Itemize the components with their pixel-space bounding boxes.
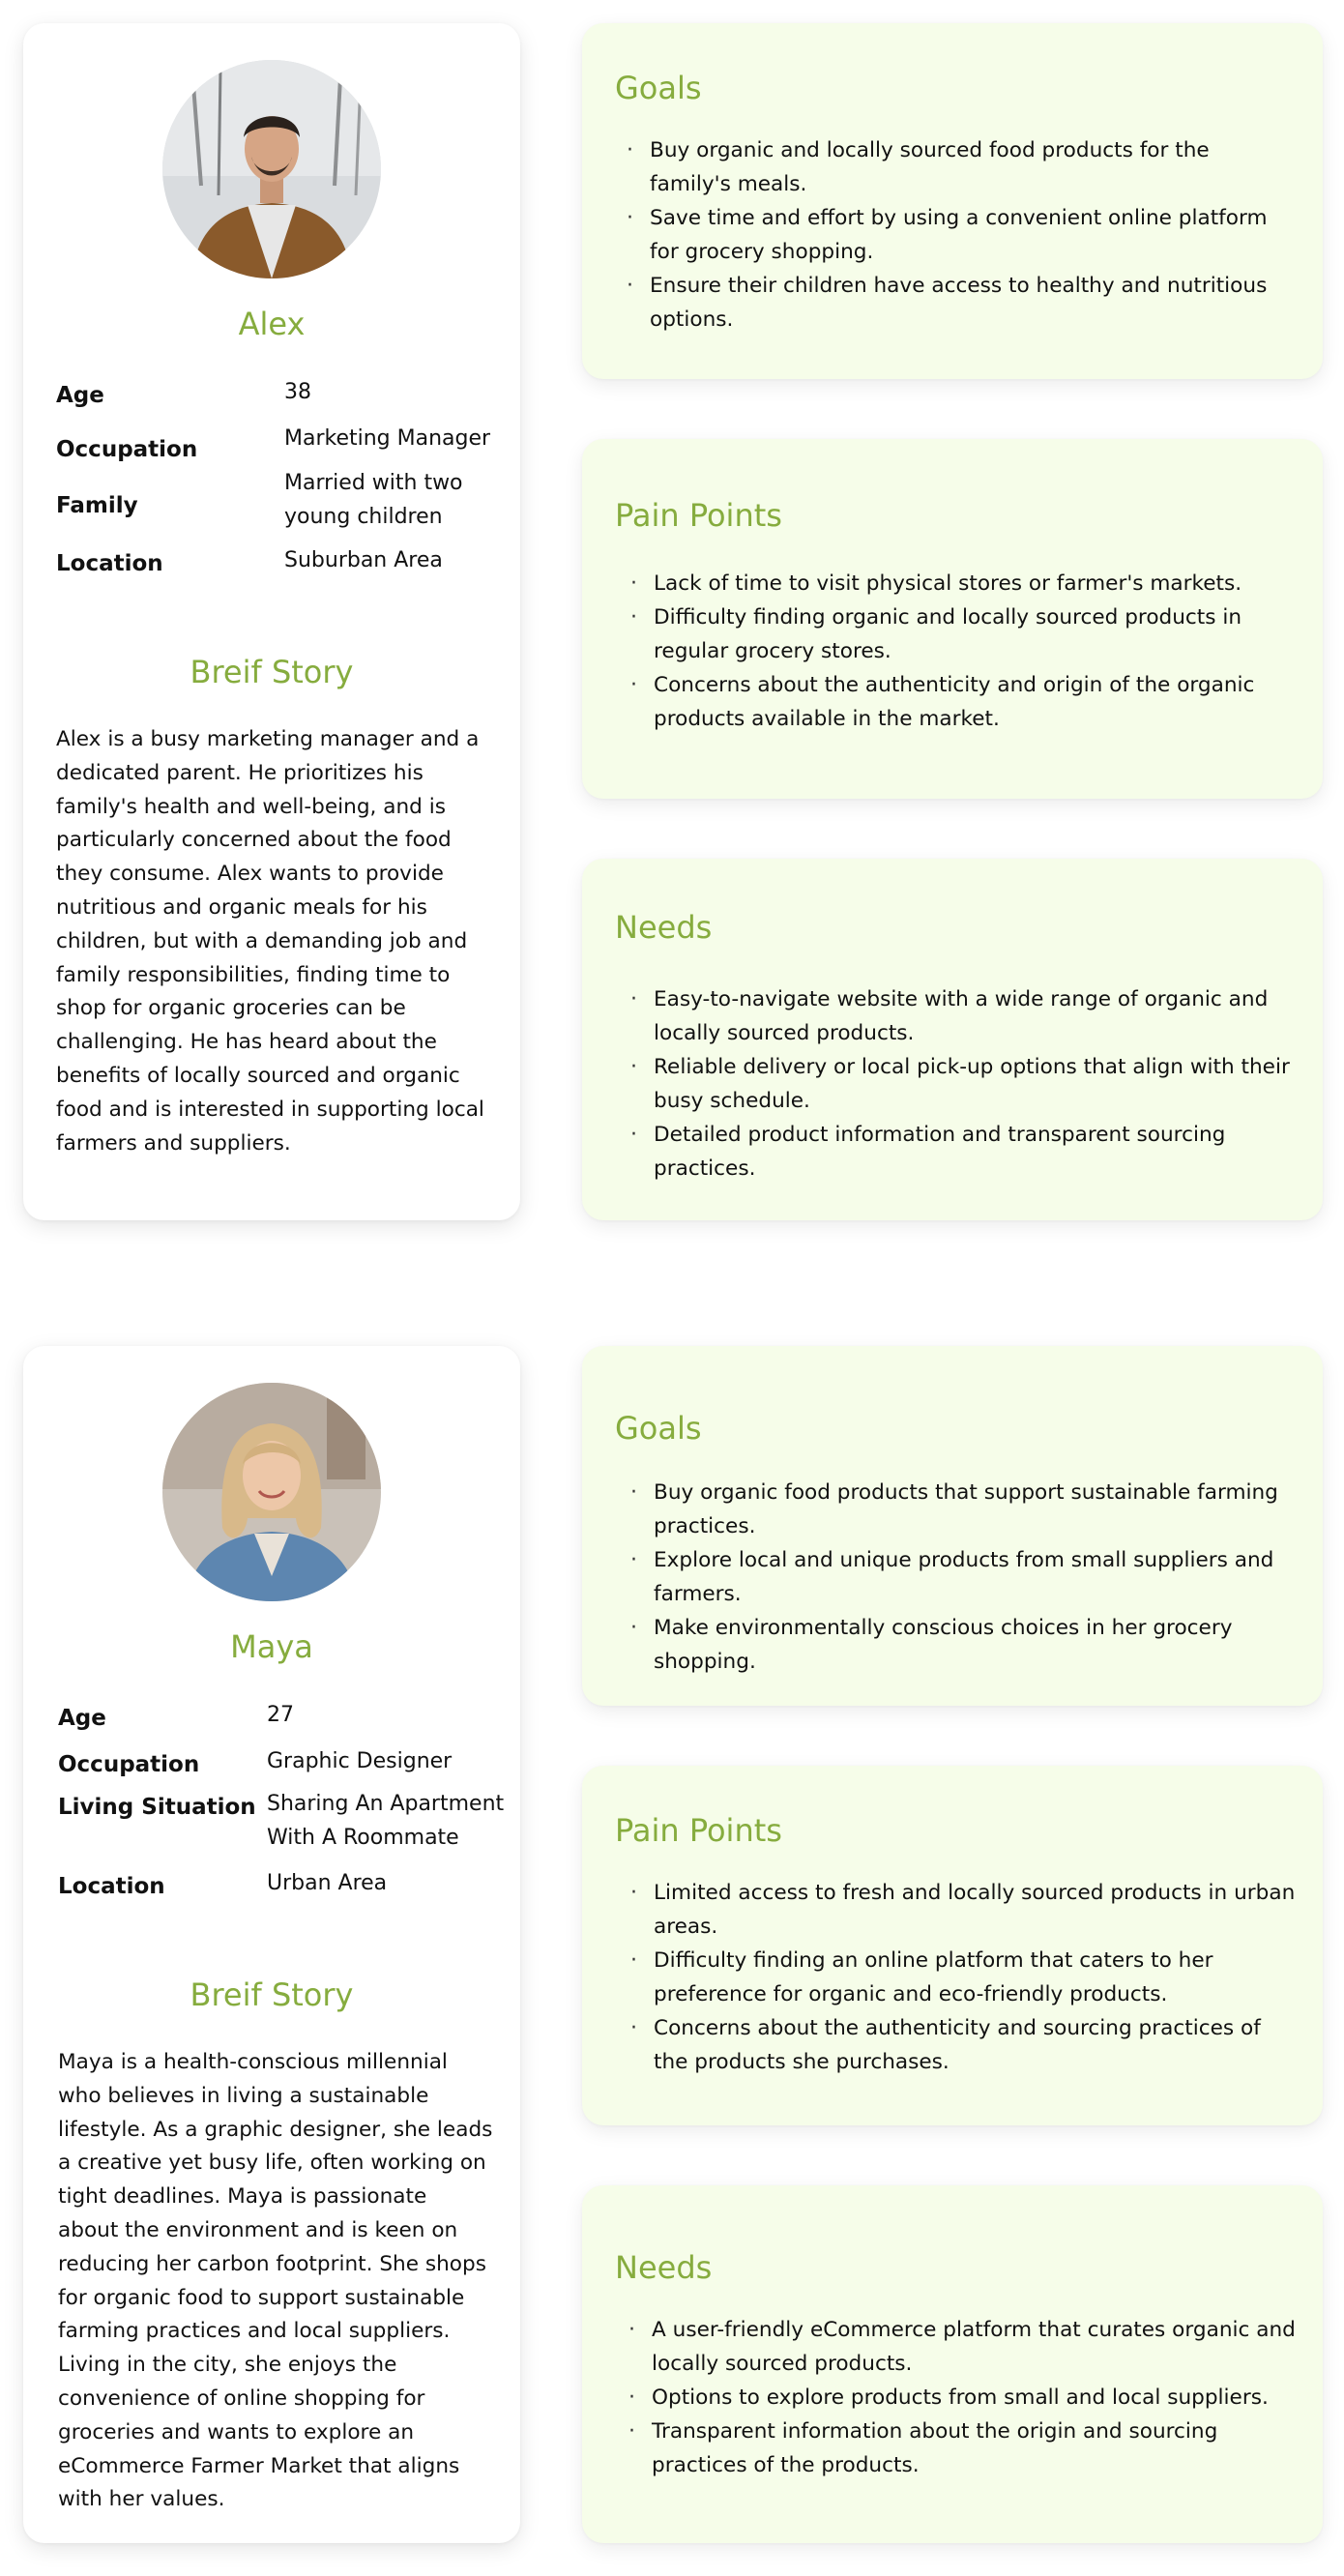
- attr-value-location: Suburban Area: [284, 548, 443, 572]
- avatar-alex: [162, 60, 381, 278]
- goals-item: · Save time and effort by using a convenient online platform for grocery shopping.: [627, 201, 1294, 269]
- persona-name: Maya: [230, 1628, 313, 1665]
- story-title: Breif Story: [190, 654, 354, 690]
- goals-item: · Explore local and unique products from small suppliers and farmers.: [630, 1543, 1307, 1611]
- goals-item: · Make environmentally conscious choices in her grocery shopping.: [630, 1611, 1307, 1679]
- story-text: Alex is a busy marketing manager and a dedicated parent. He prioritizes his family's health and well-being, and is particularly concerned about the food they consume. Alex wants to provide nutritious and organic meals for his children, but with a demanding job and family responsibilities, finding time to shop for organic groceries can be challenging. He has heard about the benefits of locally sourced and organic food and is interested in supporting local farmers and suppliers.: [56, 727, 484, 1156]
- pain-points-list: [630, 1876, 1298, 2079]
- needs-card: [582, 2185, 1323, 2543]
- pain-points-item: · Limited access to fresh and locally sourced products in urban areas.: [630, 1876, 1298, 1944]
- goals-title: Goals: [615, 1410, 702, 1447]
- attr-label-age: Age: [58, 1706, 106, 1731]
- story-text: Maya is a health-conscious millennial who believes in living a sustainable lifestyle. As a graphic designer, she leads a creative yet busy life, often working on tight deadlines. Maya is passionate about the environment and is keen on reducing her carbon footprint. She shops for organic food to support sustainable farming practices and local suppliers. Living in the city, she enjoys the convenience of online shopping for groceries and wants to explore an eCommerce Farmer Market that aligns with her values.: [58, 2050, 493, 2512]
- avatar-alex-photo: [162, 60, 381, 278]
- goals-card: [582, 1346, 1323, 1706]
- goals-list: [630, 1476, 1307, 1679]
- needs-list: [630, 982, 1298, 1186]
- attr-label-occupation: Occupation: [58, 1752, 200, 1777]
- attr-value-occupation: Graphic Designer: [267, 1749, 453, 1773]
- pain-points-item: · Concerns about the authenticity and sourcing practices of the products she purchases.: [630, 2011, 1298, 2079]
- needs-item: · Transparent information about the origin and sourcing practices of the products.: [628, 2415, 1296, 2482]
- needs-item: · Reliable delivery or local pick-up options that align with their busy schedule.: [630, 1050, 1298, 1118]
- needs-item: · Options to explore products from small and local suppliers.: [628, 2381, 1296, 2415]
- persona-card-maya: [23, 1346, 520, 2543]
- pain-points-list: [630, 567, 1298, 736]
- attr-label-family: Family: [56, 493, 138, 518]
- goals-item: · Ensure their children have access to healthy and nutritious options.: [627, 269, 1294, 337]
- pain-points-item: · Difficulty finding organic and locally sourced products in regular grocery stores.: [630, 600, 1298, 668]
- needs-title: Needs: [615, 2249, 713, 2286]
- story-title: Breif Story: [190, 1976, 354, 2013]
- persona-name: Alex: [238, 306, 306, 342]
- attr-value-family: Married with two young children: [284, 471, 463, 529]
- pain-points-item: · Lack of time to visit physical stores or farmer's markets.: [630, 567, 1298, 600]
- attr-value-age: 38: [284, 380, 311, 404]
- needs-item: · Detailed product information and transparent sourcing practices.: [630, 1118, 1298, 1186]
- needs-item: · A user-friendly eCommerce platform that curates organic and locally sourced products.: [628, 2313, 1296, 2381]
- goals-title: Goals: [615, 70, 702, 106]
- attr-value-age: 27: [267, 1703, 294, 1727]
- attr-label-age: Age: [56, 383, 104, 408]
- pain-points-item: · Difficulty finding an online platform that caters to her preference for organic and eco-friendly products.: [630, 1944, 1298, 2011]
- avatar-maya-photo: [162, 1383, 381, 1601]
- attr-label-living-situation: Living Situation: [58, 1795, 256, 1820]
- persona-card-alex: [23, 23, 520, 1220]
- avatar-maya: [162, 1383, 381, 1601]
- pain-points-title: Pain Points: [615, 1812, 782, 1849]
- pain-points-card: [582, 439, 1323, 799]
- goals-item: · Buy organic and locally sourced food products for the family's meals.: [627, 133, 1294, 201]
- goals-list: [627, 133, 1294, 337]
- needs-list: [628, 2313, 1296, 2482]
- goals-item: · Buy organic food products that support sustainable farming practices.: [630, 1476, 1307, 1543]
- attr-value-occupation: Marketing Manager: [284, 426, 491, 451]
- needs-title: Needs: [615, 909, 713, 946]
- attr-label-occupation: Occupation: [56, 437, 198, 462]
- attr-label-location: Location: [56, 551, 163, 576]
- attr-value-living-situation: Sharing An Apartment With A Roommate: [267, 1792, 505, 1850]
- needs-item: · Easy-to-navigate website with a wide range of organic and locally sourced products.: [630, 982, 1298, 1050]
- goals-card: [582, 23, 1323, 379]
- pain-points-title: Pain Points: [615, 497, 782, 534]
- attr-value-location: Urban Area: [267, 1871, 388, 1895]
- pain-points-card: [582, 1766, 1323, 2125]
- attr-label-location: Location: [58, 1874, 165, 1899]
- pain-points-item: · Concerns about the authenticity and origin of the organic products available in the market.: [630, 668, 1298, 736]
- needs-card: [582, 859, 1323, 1220]
